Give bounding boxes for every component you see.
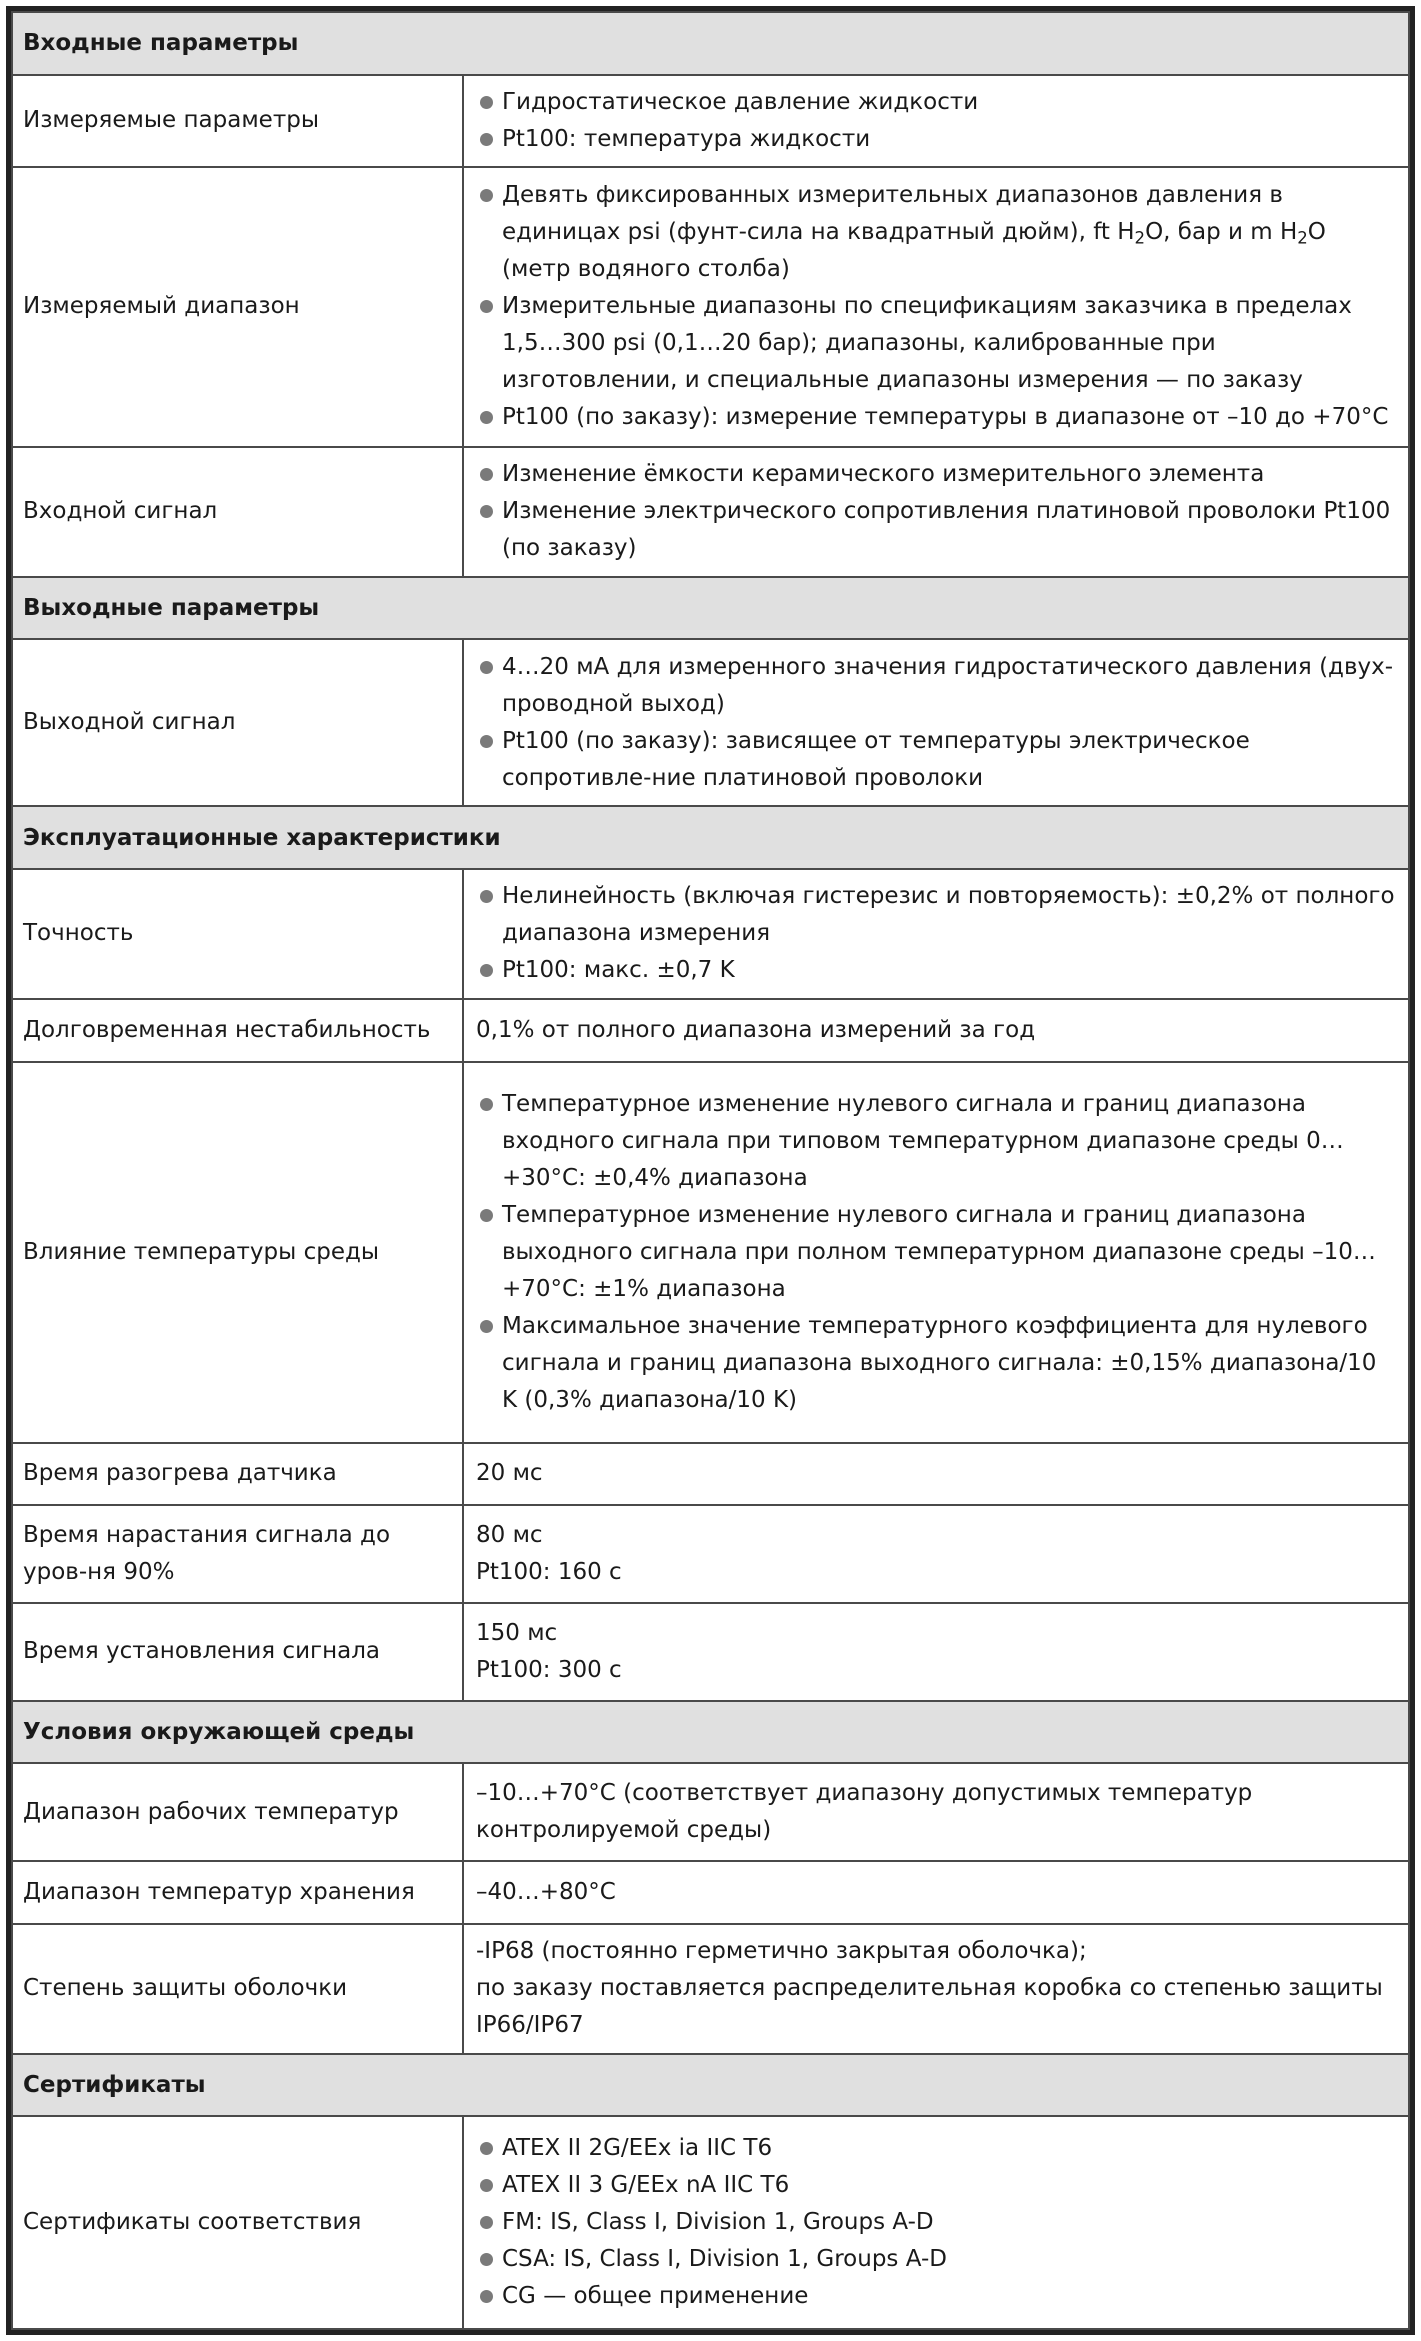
row-measured-params xyxy=(12,75,1409,168)
row-label: Входной сигнал xyxy=(12,447,463,577)
row-compliance-certificates xyxy=(12,2116,1409,2329)
section-header-environment xyxy=(12,1701,1409,1764)
row-value xyxy=(463,1505,1409,1603)
row-measured-range xyxy=(12,167,1409,446)
list-item: FM: IS, Class I, Division 1, Groups A-D xyxy=(476,2204,1396,2241)
row-label: Диапазон температур хранения xyxy=(12,1861,463,1924)
row-label: Степень защиты оболочки xyxy=(12,1924,463,2054)
row-rise-time xyxy=(12,1505,1409,1603)
section-title: Условия окружающей среды xyxy=(12,1701,1409,1764)
list-item: CSA: IS, Class I, Division 1, Groups A-D xyxy=(476,2241,1396,2278)
row-label: Сертификаты соответствия xyxy=(12,2116,463,2329)
row-label: Время нарастания сигнала до уров-ня 90% xyxy=(12,1505,463,1603)
list-item: 4…20 мА для измеренного значения гидростатического давления (двух-проводной выход) xyxy=(476,649,1396,723)
list-item: Нелинейность (включая гистерезис и повторяемость): ±0,2% от полного диапазона измерения xyxy=(476,878,1396,952)
row-value xyxy=(463,869,1409,999)
value-line: по заказу поставляется распределительная коробка со степенью защиты IP66/IP67 xyxy=(476,1975,1383,2039)
row-storage-temperature xyxy=(12,1861,1409,1924)
row-label: Диапазон рабочих температур xyxy=(12,1763,463,1861)
row-value xyxy=(463,1603,1409,1701)
section-title: Выходные параметры xyxy=(12,577,1409,640)
row-value xyxy=(463,75,1409,168)
value-line: 80 мс xyxy=(476,1522,543,1549)
row-settling-time xyxy=(12,1603,1409,1701)
row-warmup-time xyxy=(12,1443,1409,1506)
list-item: Изменение ёмкости керамического измерительного элемента xyxy=(476,456,1396,493)
section-header-output xyxy=(12,577,1409,640)
row-output-signal xyxy=(12,639,1409,806)
row-value xyxy=(463,1062,1409,1443)
row-value xyxy=(463,639,1409,806)
list-item: Pt100: макс. ±0,7 K xyxy=(476,952,1396,989)
row-label: Влияние температуры среды xyxy=(12,1062,463,1443)
section-title: Входные параметры xyxy=(12,12,1409,75)
row-value: –10…+70°C (соответствует диапазону допустимых температур контролируемой среды) xyxy=(463,1763,1409,1861)
section-title: Эксплуатационные характеристики xyxy=(12,806,1409,869)
list-item: Измерительные диапазоны по спецификациям заказчика в пределах 1,5…300 psi (0,1…20 бар); диапазоны, калиброванные при изготовлении, и специальные диапазоны измерения — по заказу xyxy=(476,288,1396,399)
row-label: Время установления сигнала xyxy=(12,1603,463,1701)
section-header-performance xyxy=(12,806,1409,869)
spec-table-frame xyxy=(6,6,1415,2335)
value-line: Pt100: 300 с xyxy=(476,1656,622,1683)
row-accuracy xyxy=(12,869,1409,999)
row-label: Измеряемый диапазон xyxy=(12,167,463,446)
row-enclosure-protection xyxy=(12,1924,1409,2054)
list-item: Pt100 (по заказу): зависящее от температуры электрическое сопротивле-ние платиновой проволоки xyxy=(476,723,1396,797)
row-operating-temperature xyxy=(12,1763,1409,1861)
row-label: Время разогрева датчика xyxy=(12,1443,463,1506)
row-long-term-instability xyxy=(12,999,1409,1062)
list-item: Pt100: температура жидкости xyxy=(476,121,1396,158)
row-label: Измеряемые параметры xyxy=(12,75,463,168)
list-item: Температурное изменение нулевого сигнала и границ диапазона выходного сигнала при полном температурном диапазоне среды –10…+70°C: ±1% диапазона xyxy=(476,1197,1396,1308)
value-line: -IP68 (постоянно герметично закрытая оболочка); xyxy=(476,1938,1087,1965)
row-value xyxy=(463,167,1409,446)
row-label: Точность xyxy=(12,869,463,999)
list-item: Pt100 (по заказу): измерение температуры в диапазоне от –10 до +70°C xyxy=(476,399,1396,436)
section-header-certificates xyxy=(12,2054,1409,2117)
section-title: Сертификаты xyxy=(12,2054,1409,2117)
row-value: 0,1% от полного диапазона измерений за год xyxy=(463,999,1409,1062)
value-line: Pt100: 160 с xyxy=(476,1559,622,1586)
list-item: ATEX II 3 G/EEx nA IIC T6 xyxy=(476,2167,1396,2204)
list-item: Гидростатическое давление жидкости xyxy=(476,84,1396,121)
list-item: Максимальное значение температурного коэффициента для нулевого сигнала и границ диапазона выходного сигнала: ±0,15% диапазона/10 K (0,3% диапазона/10 K) xyxy=(476,1308,1396,1419)
row-value xyxy=(463,447,1409,577)
row-label: Выходной сигнал xyxy=(12,639,463,806)
row-temperature-influence xyxy=(12,1062,1409,1443)
value-line: 150 мс xyxy=(476,1619,558,1646)
specifications-table xyxy=(11,11,1410,2330)
row-label: Долговременная нестабильность xyxy=(12,999,463,1062)
row-value: –40…+80°C xyxy=(463,1861,1409,1924)
section-header-input xyxy=(12,12,1409,75)
list-item: CG — общее применение xyxy=(476,2278,1396,2315)
list-item: Температурное изменение нулевого сигнала и границ диапазона входного сигнала при типовом температурном диапазоне среды 0…+30°C: ±0,4% диапазона xyxy=(476,1086,1396,1197)
list-item: Девять фиксированных измерительных диапазонов давления в единицах psi (фунт-сила на квадратный дюйм), ft $H_2O$, бар и m $H_2O$ (метр водяного столба) xyxy=(476,177,1396,288)
row-value xyxy=(463,2116,1409,2329)
row-input-signal xyxy=(12,447,1409,577)
list-item: Изменение электрического сопротивления платиновой проволоки Pt100 (по заказу) xyxy=(476,493,1396,567)
row-value xyxy=(463,1924,1409,2054)
row-value: 20 мс xyxy=(463,1443,1409,1506)
list-item: ATEX II 2G/EEx ia IIC T6 xyxy=(476,2130,1396,2167)
